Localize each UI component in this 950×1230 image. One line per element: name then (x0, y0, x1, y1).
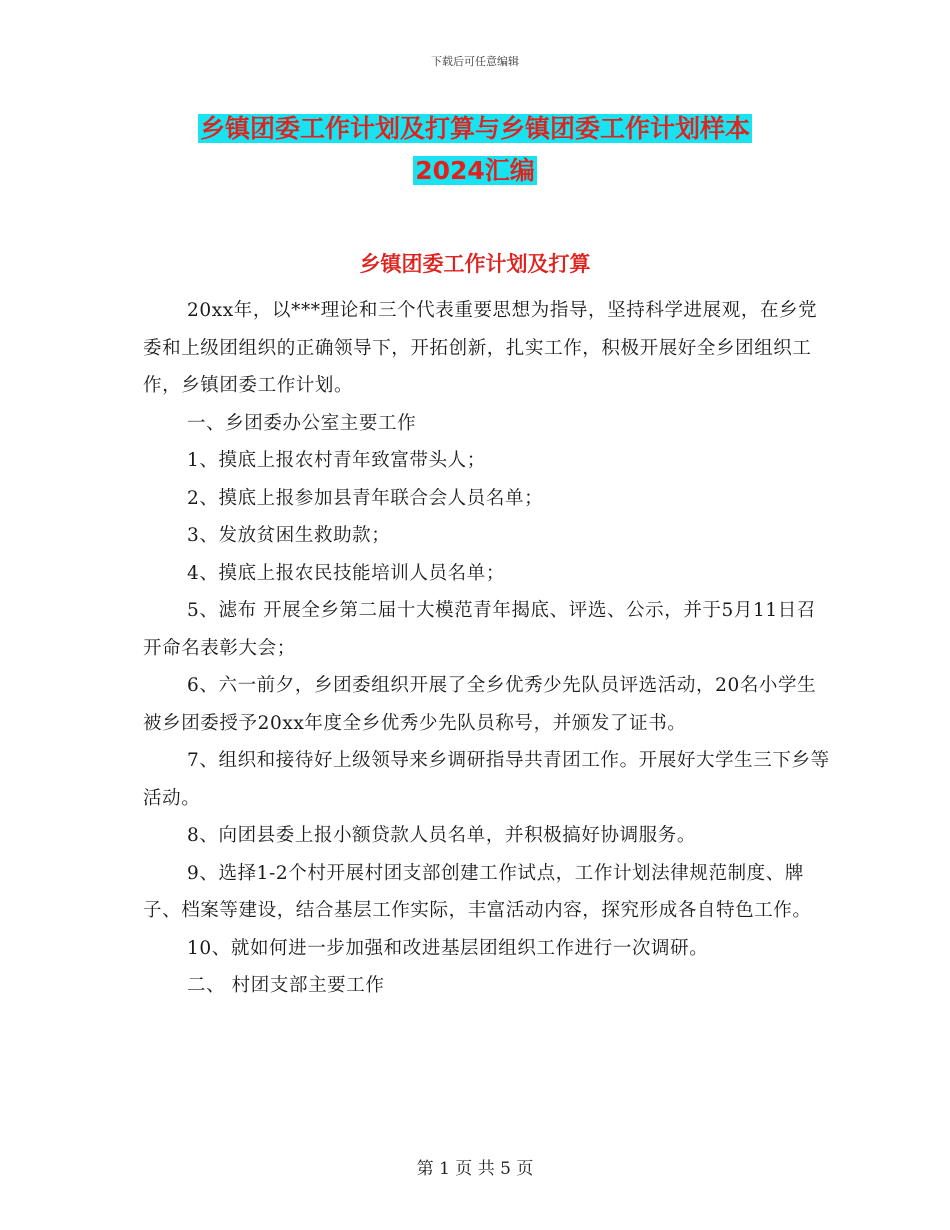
list-item: 4、摸底上报农民技能培训人员名单； (187, 562, 505, 584)
header-note: 下载后可任意编辑 (431, 55, 519, 68)
title-line-1: 乡镇团委工作计划及打算与乡镇团委工作计划样本 (199, 114, 750, 143)
body-text (143, 292, 833, 1005)
heading-section-2: 二、 村团支部主要工作 (187, 975, 385, 996)
document-title (0, 108, 950, 192)
heading-section-1: 一、乡团委办公室主要工作 (187, 412, 417, 434)
paragraph-intro: 20xx年，以***理论和三个代表重要思想为指导，坚持科学进展观，在乡党委和上级团组织的正确领导下，开拓创新，扎实工作，积极开展好全乡团组织工作，乡镇团委工作计划。 (143, 300, 818, 396)
list-item: 7、组织和接待好上级领导来乡调研指导共青团工作。开展好大学生三下乡等活动。 (143, 750, 830, 809)
title-line-2: 2024汇编 (415, 156, 535, 185)
list-item: 9、选择1-2个村开展村团支部创建工作试点，工作计划法律规范制度、牌子、档案等建设，结合基层工作实际，丰富活动内容，探究形成各自特色工作。 (143, 862, 812, 921)
list-item: 8、向团县委上报小额贷款人员名单，并积极搞好协调服务。 (187, 825, 696, 846)
list-item: 2、摸底上报参加县青年联合会人员名单； (187, 487, 544, 509)
list-item: 10、就如何进一步加强和改进基层团组织工作进行一次调研。 (187, 937, 709, 959)
list-item: 3、发放贫困生救助款； (187, 525, 391, 546)
list-item: 6、六一前夕，乡团委组织开展了全乡优秀少先队员评选活动，20名小学生被乡团委授予20xx年度全乡优秀少先队员称号，并颁发了证书。 (143, 675, 817, 734)
list-item: 1、摸底上报农村青年致富带头人； (187, 450, 486, 471)
section-title: 乡镇团委工作计划及打算 (359, 252, 591, 276)
list-item: 5、滤布 开展全乡第二届十大模范青年揭底、评选、公示，并于5月11日召开命名表彰大会； (143, 600, 816, 659)
page-footer: 第 1 页 共 5 页 (416, 1159, 534, 1179)
